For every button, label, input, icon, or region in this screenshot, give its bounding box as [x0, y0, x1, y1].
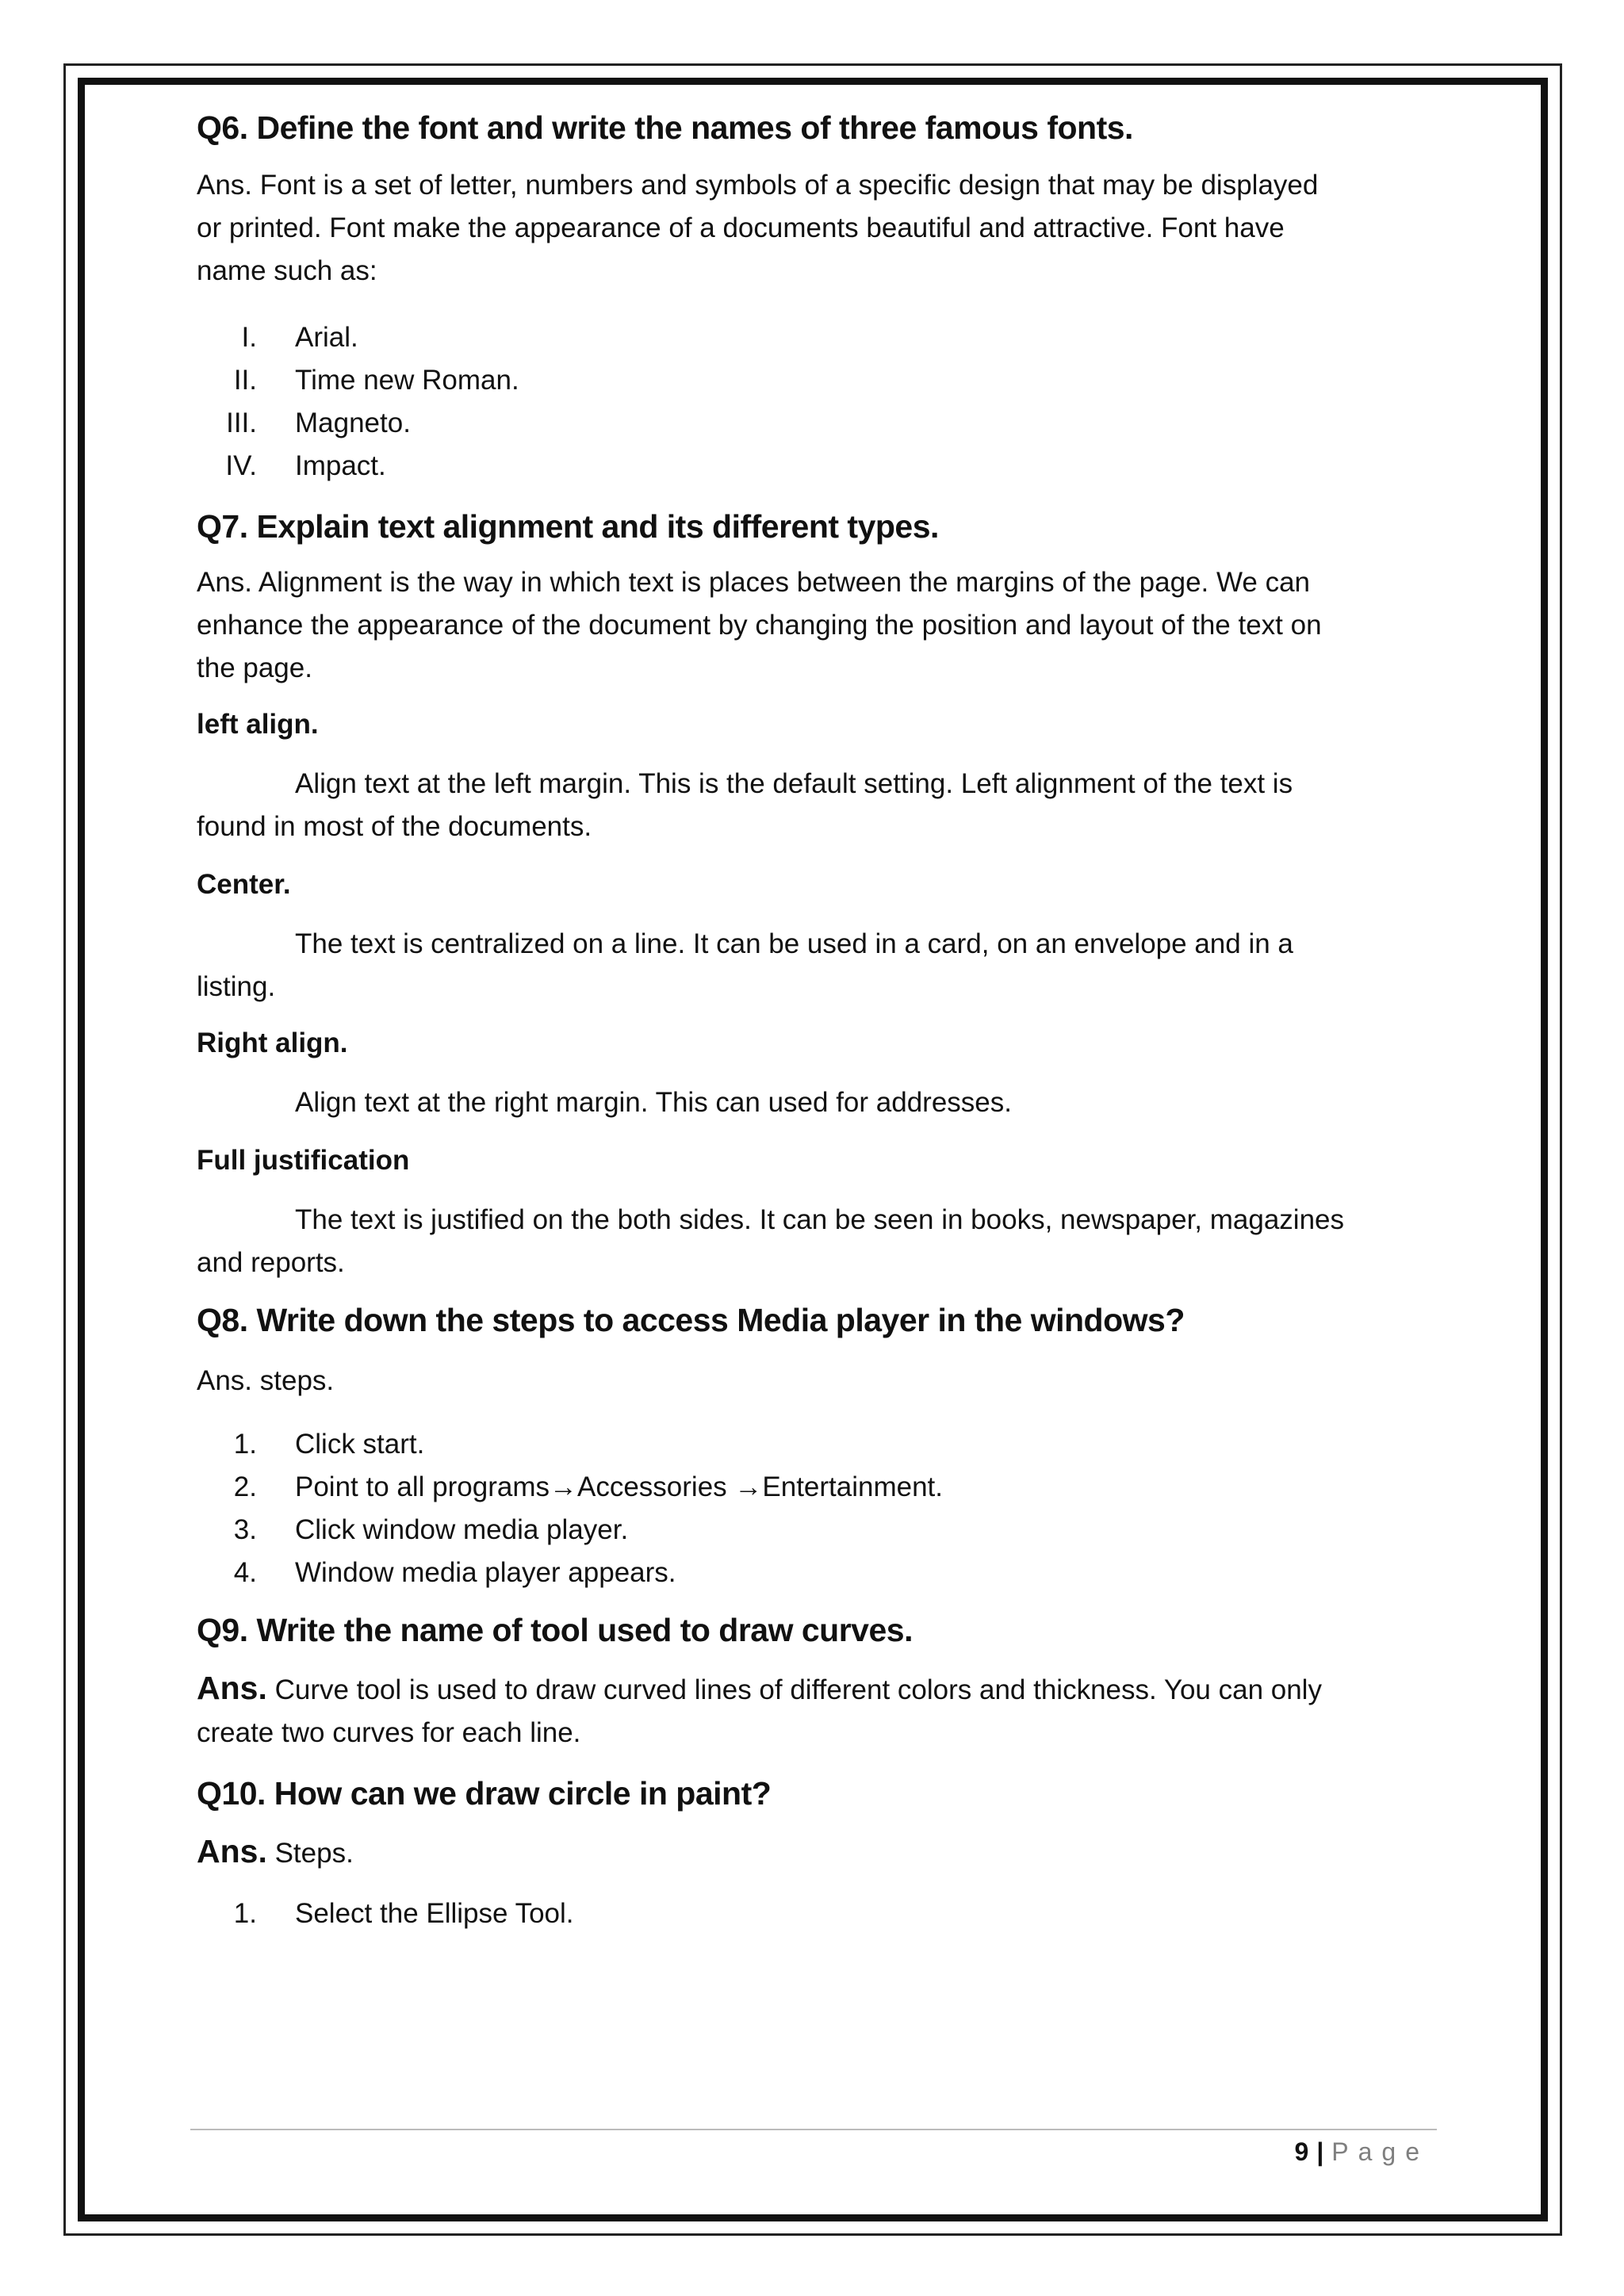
- list-item: [197, 1466, 1434, 1509]
- list-num: IV.: [225, 450, 257, 481]
- q9-answer-text: Curve tool is used to draw curved lines of different colors and thickness. You can only: [266, 1674, 1322, 1705]
- q6-font-list: [197, 316, 1434, 488]
- list-item: [197, 359, 1434, 402]
- list-item: [197, 316, 1434, 359]
- q8-answer: Ans. steps.: [197, 1365, 335, 1396]
- q6-answer-line: Ans. Font is a set of letter, numbers and symbols of a specific design that may be displayed: [197, 170, 1319, 201]
- list-text: Arial.: [295, 322, 358, 353]
- list-text: Select the Ellipse Tool.: [295, 1898, 574, 1929]
- q6-answer: [197, 164, 1434, 293]
- footer-separator: |: [1316, 2137, 1324, 2166]
- text-line: Align text at the right margin. This can used for addresses.: [295, 1087, 1012, 1118]
- right-align-text: [197, 1081, 1434, 1124]
- list-num: 1.: [233, 1898, 257, 1929]
- q10-answer: [197, 1830, 1434, 1875]
- text-line: listing.: [197, 971, 276, 1002]
- list-text: Click start.: [295, 1429, 425, 1460]
- list-text: Impact.: [295, 450, 386, 481]
- list-item: [197, 402, 1434, 445]
- footer-divider: [190, 2129, 1437, 2130]
- q7-heading: Q7. Explain text alignment and its different types.: [197, 508, 939, 545]
- q10-answer-text: Steps.: [266, 1838, 354, 1869]
- list-num: 1.: [233, 1429, 257, 1460]
- q7-answer-line: enhance the appearance of the document by changing the position and layout of the text on: [197, 610, 1322, 641]
- center-text: [197, 923, 1434, 1008]
- page-word: Page: [1331, 2137, 1429, 2166]
- q7-answer-line: Ans. Alignment is the way in which text is places between the margins of the page. We can: [197, 567, 1310, 598]
- list-text: Click window media player.: [295, 1514, 629, 1545]
- page-number: 9: [1294, 2137, 1309, 2166]
- list-item: [197, 445, 1434, 488]
- text-line: and reports.: [197, 1247, 345, 1278]
- q7-answer-line: the page.: [197, 652, 312, 683]
- list-text: Window media player appears.: [295, 1557, 676, 1588]
- list-num: III.: [226, 408, 257, 438]
- list-text: Magneto.: [295, 408, 411, 438]
- list-text: Time new Roman.: [295, 365, 519, 396]
- list-text: Point to all programs→Accessories →Entertainment.: [295, 1471, 943, 1502]
- list-item: [197, 1552, 1434, 1594]
- list-item: [197, 1892, 1434, 1935]
- q10-heading: Q10. How can we draw circle in paint?: [197, 1775, 772, 1812]
- left-align-title: left align.: [197, 709, 319, 740]
- text-line: Align text at the left margin. This is the default setting. Left alignment of the text is: [295, 768, 1293, 799]
- ans-label: Ans.: [197, 1833, 267, 1869]
- full-justification-text: [197, 1199, 1434, 1284]
- list-num: I.: [241, 322, 257, 353]
- q9-heading: Q9. Write the name of tool used to draw curves.: [197, 1612, 913, 1648]
- list-num: 2.: [233, 1471, 257, 1502]
- q8-heading: Q8. Write down the steps to access Media player in the windows?: [197, 1302, 1185, 1338]
- ans-label: Ans.: [197, 1670, 267, 1706]
- list-item: [197, 1423, 1434, 1466]
- q6-answer-line: or printed. Font make the appearance of a documents beautiful and attractive. Font have: [197, 212, 1285, 243]
- center-title: Center.: [197, 869, 291, 900]
- full-justification-title: Full justification: [197, 1145, 410, 1176]
- q9-answer: [197, 1667, 1434, 1755]
- text-line: found in most of the documents.: [197, 811, 592, 842]
- q9-answer-line: [197, 1667, 1434, 1712]
- list-num: II.: [233, 365, 257, 396]
- page-content: [197, 109, 1434, 1935]
- q10-steps-list: [197, 1892, 1434, 1935]
- text-line: The text is centralized on a line. It can be used in a card, on an envelope and in a: [295, 928, 1293, 959]
- list-item: [197, 1509, 1434, 1552]
- text-line: The text is justified on the both sides. It can be seen in books, newspaper, magazines: [295, 1204, 1345, 1235]
- q8-steps-list: [197, 1423, 1434, 1594]
- list-num: 4.: [233, 1557, 257, 1588]
- q6-heading: Q6. Define the font and write the names of three famous fonts.: [197, 109, 1133, 146]
- list-num: 3.: [233, 1514, 257, 1545]
- left-align-text: [197, 763, 1434, 848]
- right-align-title: Right align.: [197, 1027, 348, 1058]
- page-footer: [1295, 2137, 1429, 2167]
- q6-answer-line: name such as:: [197, 255, 377, 286]
- q9-answer-line: create two curves for each line.: [197, 1717, 581, 1748]
- q7-answer: [197, 561, 1434, 690]
